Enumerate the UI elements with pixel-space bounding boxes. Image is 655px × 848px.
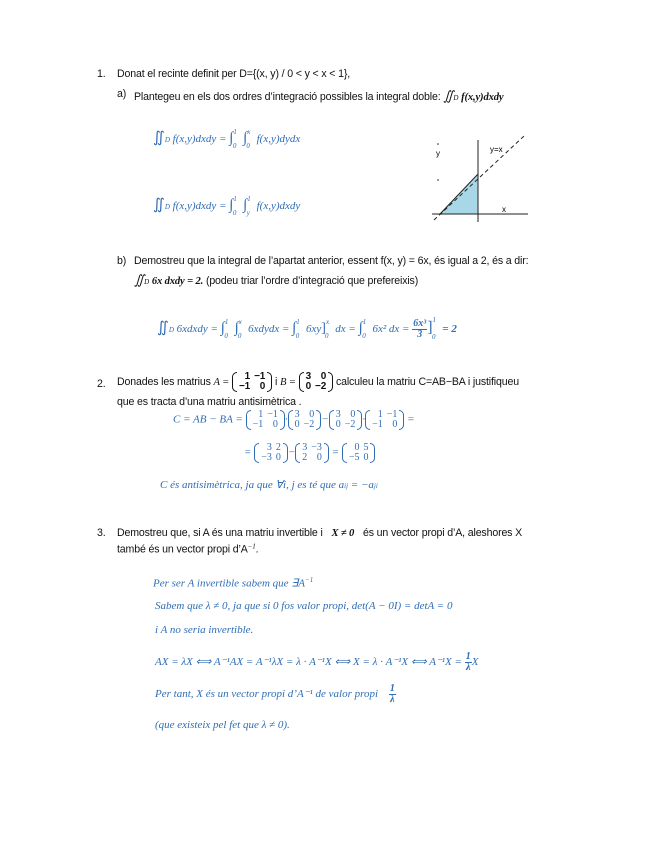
matrix-ab: 3 2 −3 0	[254, 443, 288, 463]
integral-sign: ∫	[229, 197, 234, 213]
line-label: y=x	[490, 145, 503, 154]
matrix-ba: 3 −3 2 0	[295, 443, 329, 463]
q1b-integral: 6x dxdy = 2.	[151, 276, 204, 287]
q2-conclusion-tail: = −a	[348, 479, 374, 491]
q3-sol-1: Per ser A invertible sabem que $\exists A^{-1}$	[153, 576, 314, 590]
q1b-text: Demostreu que la integral de l’apartat anterior, essent f(x, y) = 6x, és igual a 2, és a dir:	[134, 255, 529, 267]
q3-text: Demostreu que, si A és una matriu invertible i	[117, 527, 323, 539]
q1a-text	[134, 88, 503, 104]
eq1-lhs: f(x,y)dxdy	[172, 133, 217, 145]
eq1-rhs: f(x,y)dydx	[256, 133, 301, 145]
q1b-line2	[134, 272, 418, 288]
q2-conj: i	[274, 375, 278, 388]
step-3: dx =	[335, 323, 356, 335]
q3-sol-6: (que existeix pel fet que λ ≠ 0).	[155, 719, 290, 731]
q3-sol-5	[155, 684, 396, 705]
step-2: 6xy	[306, 323, 322, 335]
frac-6x3-3: $\frac{\text{6x³}}{3}$	[413, 317, 427, 340]
q1a-label: a)	[117, 88, 127, 100]
q3-sol-3: i A no seria invertible.	[155, 624, 254, 636]
q3-statement	[117, 527, 522, 539]
matrix-c: 0 5 −5 0	[342, 443, 376, 463]
q3-number: 3.	[97, 527, 106, 539]
matrix-b-copy-2: 3 0 0 −2	[329, 410, 363, 430]
q3-line2-text: també és un vector propi d’A	[117, 543, 248, 556]
double-integral-sign: ∬	[153, 197, 165, 213]
q2-sol-lhs: C = AB − BA =	[173, 413, 243, 426]
matrix-a-copy-2: 1 −1 −1 0	[365, 410, 404, 430]
q1b-note: (podeu triar l’ordre d’integració que prefereixis)	[205, 275, 419, 287]
step-4: 6x² dx =	[372, 323, 410, 335]
double-integral-sign: ∬D	[443, 88, 459, 103]
q2-solution-line1: C = AB − BA = 1 −1 −1 0 · 3 0 0 −2 − 3 0 0 −2 · 1 −1 −1 0 =	[173, 409, 415, 430]
y-axis-label: y	[436, 149, 440, 158]
q3-line2: també és un vector propi $d’A^{-1}$.	[117, 542, 259, 556]
eq2-rhs: f(x,y)dxdy	[256, 200, 301, 212]
q3-sol-4	[155, 652, 478, 673]
q2-solution-line2: = 3 2 −3 0 − 3 −3 2 0 = 0 5 −5 0	[244, 443, 375, 463]
q2-text-before: Donades les matrius	[117, 375, 211, 388]
matrix-a-copy: 1 −1 −1 0	[246, 410, 285, 430]
q3-sol-2: Sabem que λ ≠ 0, ja que si 0 fos valor propi, det(A − 0I) = detA = 0	[155, 600, 453, 612]
q3-sol4-tail: X	[471, 656, 479, 669]
q3-text2: és un vector propi d’A, aleshores X	[363, 527, 523, 539]
frac-1-lambda-2: $\frac{1}{\lambda}$	[389, 683, 395, 705]
step-0: 6xdxdy =	[176, 323, 218, 335]
matrix-b: 3 0 0 −2	[299, 372, 334, 392]
q1-number: 1.	[97, 68, 106, 80]
q2-conclusion-text: C és antisimètrica, ja que ∀i, j es té que a	[160, 479, 345, 491]
matrix-a-name: A =	[213, 376, 230, 388]
q3-x-cond: X ≠ 0	[331, 528, 355, 539]
double-integral-sign: ∬D	[134, 272, 150, 287]
step-5: = 2	[442, 323, 457, 335]
q1b-label: b)	[117, 255, 127, 267]
matrix-b-name: B =	[279, 376, 296, 388]
q2-conclusion: C és antisimètrica, ja que ∀i, j es té que aij = −aji	[160, 479, 378, 491]
integral-sign: ∫	[243, 130, 248, 146]
q2-text-after: calculeu la matriu C=AB−BA i justifiqueu	[335, 375, 519, 388]
q1b-solution: ∬D 6xdxdy = ∫$^1_0$ ∫$^x_0$ 6xdydx = ∫$^1_0$ 6xy]$^x_0$ dx = ∫$^1_0$ 6x² dx = $\frac{\text{6x³}}{3}$ ]$^1_0$ = 2	[157, 316, 457, 341]
q3-sol4-text: AX = λX ⟺ A⁻¹AX = A⁻¹λX = λ · A⁻¹X ⟺ X = λ · A⁻¹X ⟺ A⁻¹X =	[155, 656, 462, 669]
x-axis-label: x	[502, 205, 506, 214]
integral-sign: ∫	[243, 197, 248, 213]
integral-sign: ∫	[229, 130, 234, 146]
region-figure	[428, 134, 532, 224]
q3-sol5-text: Per tant, X és un vector propi d’A⁻¹ de valor propi	[155, 688, 379, 701]
q1a-text-body: Plantegeu en els dos ordres d’integració possibles la integral doble:	[134, 91, 441, 103]
q1a-equation-2: ∬D f(x,y)dxdy = ∫$^1_0$ ∫$^1_y$ f(x,y)dxdy	[153, 195, 301, 217]
eq2-lhs: f(x,y)dxdy	[172, 200, 217, 212]
q1a-equation-1: ∬D f(x,y)dxdy = ∫$^1_0$ ∫$^x_0$ f(x,y)dydx	[153, 128, 301, 150]
q2-number: 2.	[97, 378, 106, 390]
frac-1-lambda: $\frac{1}{\lambda}$	[465, 651, 471, 673]
matrix-b-copy: 3 0 0 −2	[288, 410, 322, 430]
q2-statement	[117, 372, 519, 392]
step-1: 6xdydx =	[248, 323, 290, 335]
q1a-integrand: f(x,y)dxdy	[461, 92, 504, 103]
matrix-a: 1 −1 −1 0	[232, 372, 272, 392]
q1-statement: Donat el recinte definit per D={(x, y) / 0 < y < x < 1},	[117, 68, 351, 80]
double-integral-sign: ∬	[153, 130, 165, 146]
q3-sol1-text: Per ser A invertible sabem que ∃A	[153, 577, 305, 590]
q2-line2: que es tracta d’una matriu antisimètrica .	[117, 396, 302, 408]
